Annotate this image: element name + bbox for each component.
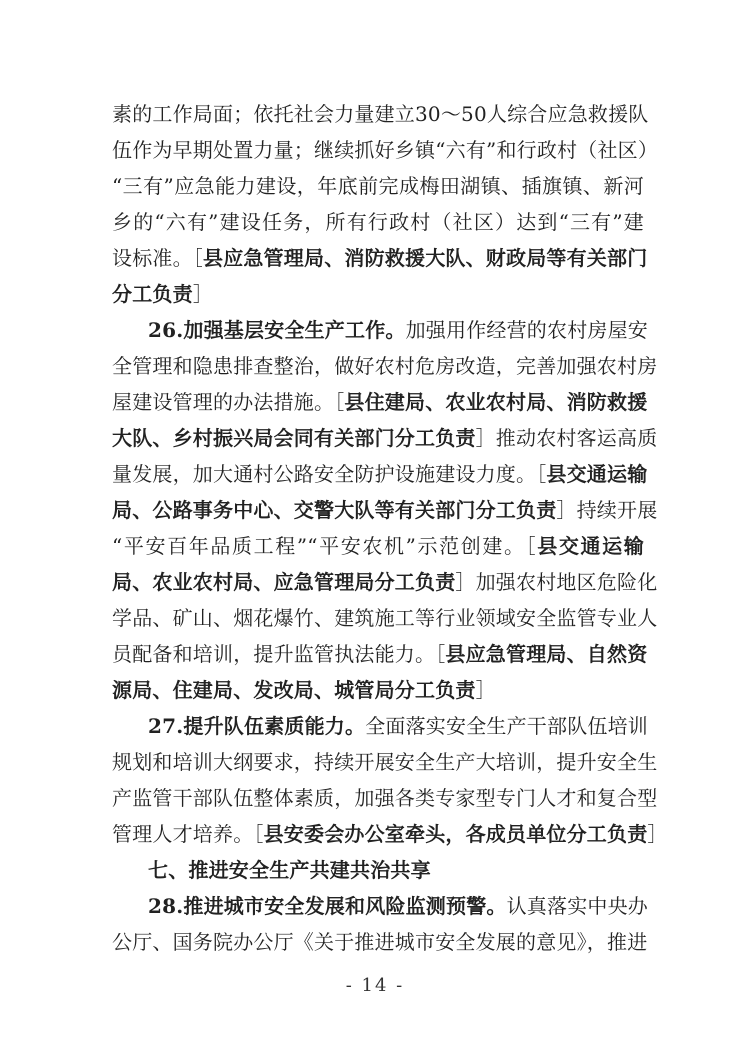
text-segment: “三有”应急能力建设，年底前完成梅田湖镇、插旗镇、新河	[112, 174, 644, 198]
text-segment: 全管理和隐患排查整治，做好农村危房改造，完善加强农村房	[112, 354, 658, 378]
bold-text-segment: 28.推进城市安全发展和风险监测预警。	[148, 894, 507, 918]
text-line	[112, 636, 648, 672]
text-line	[112, 420, 658, 456]
bold-text-segment: 局、农业农村局、应急管理局分工负责	[112, 570, 456, 594]
text-line	[112, 708, 649, 744]
text-line	[112, 816, 668, 852]
text-segment: 乡的“六有”建设任务，所有行政村（社区）达到“三有”建	[112, 210, 644, 234]
text-line	[112, 888, 649, 924]
text-segment: ］	[192, 282, 214, 306]
bold-text-segment: 县住建局、农业农村局、消防救援	[344, 390, 648, 414]
bold-text-segment: 源局、住建局、发改局、城管局分工负责	[112, 678, 476, 702]
text-segment: 学品、矿山、烟花爆竹、建筑施工等行业领域安全监管专业人	[112, 606, 658, 630]
text-line	[112, 168, 644, 204]
text-segment: 设标准。［	[112, 246, 203, 270]
bold-text-segment: 县交通运输	[537, 534, 644, 558]
bold-text-segment: 27.提升队伍素质能力。	[148, 714, 366, 738]
text-segment: 管理人才培养。［	[112, 822, 264, 846]
bold-text-segment: 分工负责	[112, 282, 193, 306]
text-line	[112, 348, 658, 384]
text-segment: 加强用作经营的农村房屋安	[405, 318, 649, 342]
text-line	[112, 528, 644, 564]
text-line	[112, 492, 658, 528]
text-line	[112, 276, 644, 312]
text-line	[112, 744, 658, 780]
text-segment: 素的工作局面；依托社会力量建立30～50人综合应急救援队	[112, 102, 649, 126]
bold-text-segment: 局、公路事务中心、交警大队等有关部门分工负责	[112, 498, 557, 522]
bold-text-segment: 26.加强基层安全生产工作。	[148, 318, 406, 342]
text-line	[112, 96, 649, 132]
text-line	[112, 240, 648, 276]
bold-text-segment: 县应急管理局、消防救援大队、财政局等有关部门	[203, 246, 648, 270]
text-line	[112, 312, 649, 348]
text-segment: “平安百年品质工程”“平安农机”示范创建。［	[112, 534, 538, 558]
text-segment: 认真落实中央办	[506, 894, 649, 918]
text-line	[112, 384, 648, 420]
text-segment: 量发展，加大通村公路安全防护设施建设力度。［	[112, 462, 547, 486]
text-segment: 产监管干部队伍整体素质，加强各类专家型专门人才和复合型	[112, 786, 658, 810]
bold-text-segment: 县交通运输	[546, 462, 648, 486]
text-segment: ］加强农村地区危险化	[455, 570, 658, 594]
text-segment: ］持续开展	[556, 498, 658, 522]
text-line	[112, 456, 648, 492]
text-segment: 屋建设管理的办法措施。［	[112, 390, 345, 414]
text-segment: 全面落实安全生产干部队伍培训	[365, 714, 649, 738]
text-line	[112, 924, 648, 960]
text-segment: ］	[475, 678, 496, 702]
text-line	[112, 672, 644, 708]
text-line	[112, 852, 644, 888]
bold-text-segment: 县应急管理局、自然资	[445, 642, 648, 666]
text-line	[112, 600, 658, 636]
text-segment: 员配备和培训，提升监管执法能力。［	[112, 642, 446, 666]
text-segment: ］推动农村客运高质	[475, 426, 658, 450]
text-line	[112, 204, 644, 240]
text-segment: 公厅、国务院办公厅《关于推进城市安全发展的意见》，推进	[112, 930, 648, 954]
document-body	[112, 96, 668, 960]
text-segment: 伍作为早期处置力量；继续抓好乡镇“六有”和行政村（社区）	[112, 138, 659, 162]
text-line	[112, 132, 659, 168]
bold-text-segment: 县安委会办公室牵头，各成员单位分工负责	[263, 822, 648, 846]
text-segment: ］	[647, 822, 668, 846]
text-segment: 规划和培训大纲要求，持续开展安全生产大培训，提升安全生	[112, 750, 658, 774]
page-number: - 14 -	[345, 975, 405, 996]
text-line	[112, 564, 658, 600]
text-line	[112, 780, 658, 816]
bold-text-segment: 七、推进安全生产共建共治共享	[148, 858, 431, 882]
bold-text-segment: 大队、乡村振兴局会同有关部门分工负责	[112, 426, 476, 450]
